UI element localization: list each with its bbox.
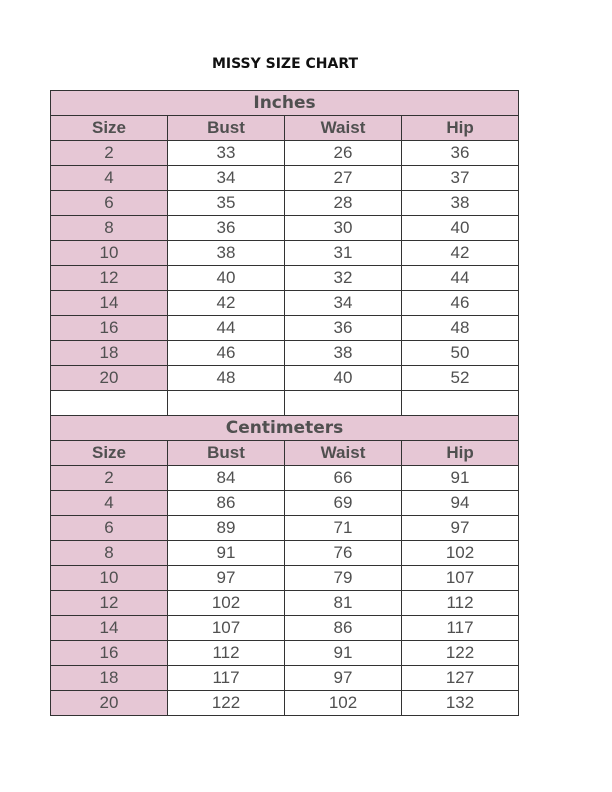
section-heading-centimeters: Centimeters bbox=[51, 416, 519, 441]
hip-cell: 117 bbox=[402, 616, 519, 641]
bust-cell: 117 bbox=[168, 666, 285, 691]
bust-cell: 122 bbox=[168, 691, 285, 716]
bust-cell: 107 bbox=[168, 616, 285, 641]
column-header-size: Size bbox=[51, 441, 168, 466]
table-row bbox=[51, 591, 519, 616]
column-header-row bbox=[51, 116, 519, 141]
column-header-size: Size bbox=[51, 116, 168, 141]
size-cell: 4 bbox=[51, 166, 168, 191]
bust-cell: 34 bbox=[168, 166, 285, 191]
waist-cell: 102 bbox=[285, 691, 402, 716]
hip-cell: 38 bbox=[402, 191, 519, 216]
hip-cell: 40 bbox=[402, 216, 519, 241]
table-row bbox=[51, 691, 519, 716]
hip-cell: 50 bbox=[402, 341, 519, 366]
hip-cell: 107 bbox=[402, 566, 519, 591]
size-cell: 16 bbox=[51, 316, 168, 341]
column-header-row bbox=[51, 441, 519, 466]
size-cell: 16 bbox=[51, 641, 168, 666]
blank-cell bbox=[51, 391, 168, 416]
bust-cell: 86 bbox=[168, 491, 285, 516]
hip-cell: 112 bbox=[402, 591, 519, 616]
size-cell: 8 bbox=[51, 541, 168, 566]
blank-cell bbox=[402, 391, 519, 416]
bust-cell: 44 bbox=[168, 316, 285, 341]
bust-cell: 36 bbox=[168, 216, 285, 241]
waist-cell: 36 bbox=[285, 316, 402, 341]
table-row bbox=[51, 541, 519, 566]
table-row bbox=[51, 216, 519, 241]
size-cell: 2 bbox=[51, 466, 168, 491]
bust-cell: 38 bbox=[168, 241, 285, 266]
hip-cell: 46 bbox=[402, 291, 519, 316]
table-row bbox=[51, 316, 519, 341]
hip-cell: 44 bbox=[402, 266, 519, 291]
table-row bbox=[51, 241, 519, 266]
size-cell: 8 bbox=[51, 216, 168, 241]
waist-cell: 66 bbox=[285, 466, 402, 491]
table-row bbox=[51, 466, 519, 491]
column-header-hip: Hip bbox=[402, 116, 519, 141]
size-cell: 20 bbox=[51, 366, 168, 391]
blank-cell bbox=[168, 391, 285, 416]
column-header-waist: Waist bbox=[285, 116, 402, 141]
bust-cell: 48 bbox=[168, 366, 285, 391]
hip-cell: 37 bbox=[402, 166, 519, 191]
bust-cell: 42 bbox=[168, 291, 285, 316]
section-heading-row bbox=[51, 416, 519, 441]
waist-cell: 86 bbox=[285, 616, 402, 641]
waist-cell: 97 bbox=[285, 666, 402, 691]
hip-cell: 94 bbox=[402, 491, 519, 516]
blank-row bbox=[51, 391, 519, 416]
hip-cell: 127 bbox=[402, 666, 519, 691]
waist-cell: 31 bbox=[285, 241, 402, 266]
size-cell: 14 bbox=[51, 291, 168, 316]
table-row bbox=[51, 491, 519, 516]
table-row bbox=[51, 666, 519, 691]
size-cell: 4 bbox=[51, 491, 168, 516]
table-row bbox=[51, 166, 519, 191]
size-chart-body bbox=[51, 91, 519, 716]
size-cell: 6 bbox=[51, 191, 168, 216]
bust-cell: 89 bbox=[168, 516, 285, 541]
column-header-bust: Bust bbox=[168, 116, 285, 141]
waist-cell: 40 bbox=[285, 366, 402, 391]
hip-cell: 48 bbox=[402, 316, 519, 341]
hip-cell: 91 bbox=[402, 466, 519, 491]
bust-cell: 33 bbox=[168, 141, 285, 166]
hip-cell: 42 bbox=[402, 241, 519, 266]
size-cell: 10 bbox=[51, 241, 168, 266]
size-cell: 18 bbox=[51, 666, 168, 691]
table-row bbox=[51, 191, 519, 216]
bust-cell: 46 bbox=[168, 341, 285, 366]
table-row bbox=[51, 266, 519, 291]
table-row bbox=[51, 516, 519, 541]
waist-cell: 34 bbox=[285, 291, 402, 316]
waist-cell: 69 bbox=[285, 491, 402, 516]
table-row bbox=[51, 616, 519, 641]
waist-cell: 81 bbox=[285, 591, 402, 616]
bust-cell: 84 bbox=[168, 466, 285, 491]
bust-cell: 102 bbox=[168, 591, 285, 616]
size-cell: 10 bbox=[51, 566, 168, 591]
size-chart-table bbox=[50, 90, 519, 716]
blank-cell bbox=[285, 391, 402, 416]
waist-cell: 27 bbox=[285, 166, 402, 191]
bust-cell: 35 bbox=[168, 191, 285, 216]
column-header-waist: Waist bbox=[285, 441, 402, 466]
size-cell: 12 bbox=[51, 266, 168, 291]
waist-cell: 30 bbox=[285, 216, 402, 241]
size-cell: 6 bbox=[51, 516, 168, 541]
hip-cell: 97 bbox=[402, 516, 519, 541]
size-cell: 14 bbox=[51, 616, 168, 641]
section-heading-row bbox=[51, 91, 519, 116]
table-row bbox=[51, 366, 519, 391]
size-cell: 18 bbox=[51, 341, 168, 366]
waist-cell: 28 bbox=[285, 191, 402, 216]
table-row bbox=[51, 291, 519, 316]
waist-cell: 76 bbox=[285, 541, 402, 566]
column-header-bust: Bust bbox=[168, 441, 285, 466]
size-cell: 12 bbox=[51, 591, 168, 616]
bust-cell: 40 bbox=[168, 266, 285, 291]
bust-cell: 97 bbox=[168, 566, 285, 591]
hip-cell: 132 bbox=[402, 691, 519, 716]
waist-cell: 32 bbox=[285, 266, 402, 291]
size-cell: 20 bbox=[51, 691, 168, 716]
waist-cell: 79 bbox=[285, 566, 402, 591]
waist-cell: 38 bbox=[285, 341, 402, 366]
hip-cell: 52 bbox=[402, 366, 519, 391]
hip-cell: 102 bbox=[402, 541, 519, 566]
waist-cell: 26 bbox=[285, 141, 402, 166]
section-heading-inches: Inches bbox=[51, 91, 519, 116]
hip-cell: 36 bbox=[402, 141, 519, 166]
waist-cell: 71 bbox=[285, 516, 402, 541]
bust-cell: 112 bbox=[168, 641, 285, 666]
chart-title: MISSY SIZE CHART bbox=[211, 56, 359, 72]
bust-cell: 91 bbox=[168, 541, 285, 566]
table-row bbox=[51, 641, 519, 666]
column-header-hip: Hip bbox=[402, 441, 519, 466]
table-row bbox=[51, 141, 519, 166]
hip-cell: 122 bbox=[402, 641, 519, 666]
size-cell: 2 bbox=[51, 141, 168, 166]
waist-cell: 91 bbox=[285, 641, 402, 666]
table-row bbox=[51, 566, 519, 591]
table-row bbox=[51, 341, 519, 366]
